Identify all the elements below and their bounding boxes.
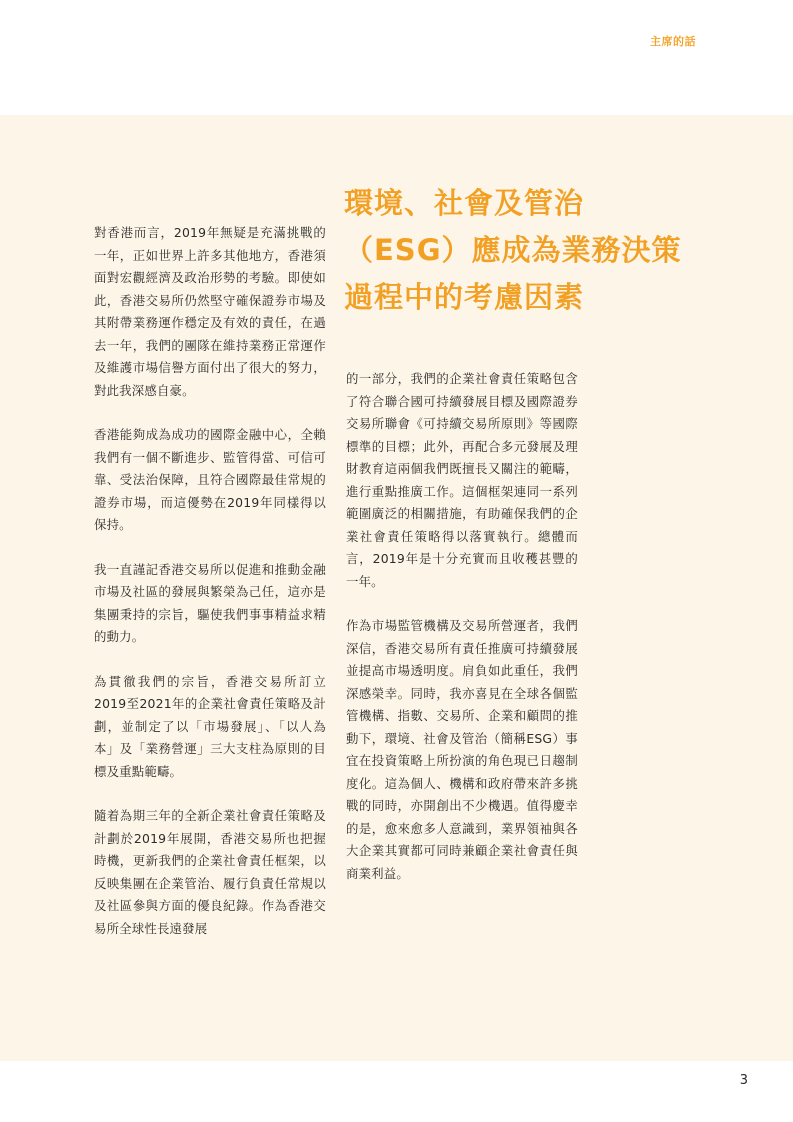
paragraph: 對香港而言，2019年無疑是充滿挑戰的一年，正如世界上許多其他地方，香港須面對宏觀經濟及政治形勢的考驗。即使如此，香港交易所仍然堅守確保證券市場及其附帶業務運作穩定及有效的責任，在過去一年，我們的團隊在維持業務正常運作及維護市場信譽方面付出了很大的努力，對此我深感自豪。	[94, 225, 326, 398]
paragraph: 我一直謹記香港交易所以促進和推動金融市場及社區的發展與繁榮為己任，這亦是集團秉持的宗旨，驅使我們事事精益求精的動力。	[94, 561, 326, 644]
headline-line-2: （ESG）應成為業務決策	[344, 233, 682, 267]
paragraph: 香港能夠成為成功的國際金融中心，全賴我們有一個不斷進步、監管得當、可信可靠、受法治保障，且符合國際最佳常規的證券市場，而這優勢在2019年同樣得以保持。	[94, 427, 326, 532]
paragraph: 為貫徹我們的宗旨，香港交易所訂立2019至2021年的企業社會責任策略及計劃，並制定了以「市場發展」、「以人為本」及「業務營運」三大支柱為原則的目標及重點範疇。	[94, 673, 326, 779]
headline-line-3: 過程中的考慮因素	[344, 280, 585, 314]
headline-line-1: 環境、社會及管治	[344, 186, 585, 220]
left-column	[94, 222, 326, 962]
paragraph: 作為市場監管機構及交易所營運者，我們深信，香港交易所有責任推廣可持續發展並提高市場透明度。肩負如此重任，我們深感榮幸。同時，我亦喜見在全球各個監管機構、指數、交易所、企業和顧問的推動下，環境、社會及管治（簡稱ESG）事宜在投資策略上所扮演的角色現已日趨制度化。這為個人、機構和政府帶來許多挑戰的同時，亦開創出不少機遇。值得慶幸的是，愈來愈多人意識到，業界領袖與各大企業其實都可同時兼顧企業社會責任與商業利益。	[346, 618, 578, 881]
paragraph: 隨着為期三年的全新企業社會責任策略及計劃於2019年展開，香港交易所也把握時機，更新我們的企業社會責任框架，以反映集團在企業管治、履行負責任常規以及社區參與方面的優良紀錄。作為香港交易所全球性長遠發展	[94, 808, 326, 936]
section-label: 主席的話	[650, 35, 696, 48]
headline	[344, 180, 764, 321]
paragraph: 的一部分，我們的企業社會責任策略包含了符合聯合國可持續發展目標及國際證券交易所聯會《可持續交易所原則》等國際標準的目標；此外，再配合多元發展及理財教育這兩個我們既擅長又關注的範疇，進行重點推廣工作。這個框架連同一系列範圍廣泛的相關措施，有助確保我們的企業社會責任策略得以落實執行。總體而言，2019年是十分充實而且收穫甚豐的一年。	[346, 371, 578, 589]
right-column	[346, 368, 578, 907]
page-number: 3	[739, 1073, 748, 1088]
